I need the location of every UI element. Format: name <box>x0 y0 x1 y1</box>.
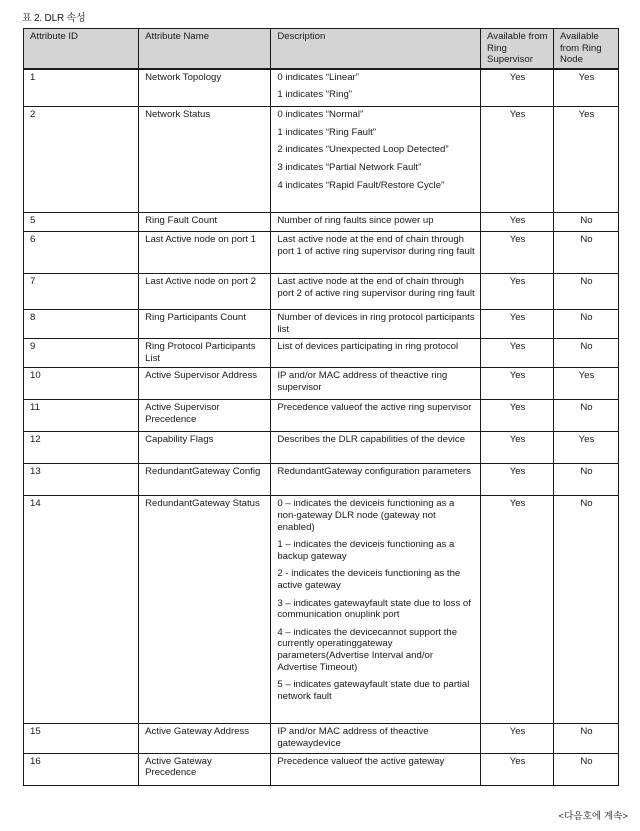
table-row <box>24 400 619 432</box>
attribute-name-cell: Active Supervisor Address <box>139 368 271 400</box>
attribute-id-cell: 7 <box>24 274 139 310</box>
node-availability-cell: No <box>553 339 618 368</box>
node-availability-cell: No <box>553 724 618 753</box>
attribute-name-cell: Capability Flags <box>139 432 271 464</box>
node-availability-cell: No <box>553 274 618 310</box>
attribute-name-cell: Network Topology <box>139 69 271 107</box>
description-cell <box>271 213 481 232</box>
description-line: Precedence valueof the active ring supervisor <box>277 402 472 414</box>
description-cell <box>271 310 481 339</box>
description-line: Number of devices in ring protocol participants list <box>277 312 475 335</box>
description-line: 2 - indicates the deviceis functioning as the active gateway <box>277 568 461 592</box>
attribute-name-cell: Network Status <box>139 107 271 213</box>
description-cell <box>271 496 481 724</box>
header-available-node: Available from Ring Node <box>553 29 618 69</box>
supervisor-availability-cell: Yes <box>481 213 554 232</box>
description-line: 1 – indicates the deviceis functioning as a backup gateway <box>277 539 455 562</box>
attribute-id-cell: 9 <box>24 339 139 368</box>
attribute-name-cell: Last Active node on port 1 <box>139 232 271 274</box>
attribute-id-cell: 12 <box>24 432 139 464</box>
node-availability-cell: Yes <box>553 432 618 464</box>
node-availability-cell: No <box>553 753 618 785</box>
description-line: IP and/or MAC address of theactive ring supervisor <box>277 370 448 394</box>
node-availability-cell: Yes <box>553 69 618 107</box>
attribute-id-cell: 15 <box>24 724 139 753</box>
table-row <box>24 496 619 724</box>
attribute-id-cell: 6 <box>24 232 139 274</box>
description-cell <box>271 368 481 400</box>
attribute-id-cell: 1 <box>24 69 139 107</box>
description-line: 4 indicates “Rapid Fault/Restore Cycle” <box>277 179 445 191</box>
description-line: 0 indicates “Linear” <box>277 71 359 83</box>
supervisor-availability-cell: Yes <box>481 274 554 310</box>
header-available-supervisor: Available from Ring Supervisor <box>481 29 554 69</box>
node-availability-cell: No <box>553 464 618 496</box>
description-cell <box>271 464 481 496</box>
supervisor-availability-cell: Yes <box>481 724 554 753</box>
attribute-id-cell: 11 <box>24 400 139 432</box>
node-availability-cell: No <box>553 496 618 724</box>
description-line: 4 – indicates the devicecannot support the currently operatinggateway parameters(Advertise Interval and/or Advertise Timeout) <box>277 626 458 673</box>
attribute-id-cell: 16 <box>24 753 139 785</box>
table-row <box>24 107 619 213</box>
supervisor-availability-cell: Yes <box>481 753 554 785</box>
node-availability-cell: No <box>553 400 618 432</box>
supervisor-availability-cell: Yes <box>481 310 554 339</box>
description-line: 0 indicates “Normal” <box>277 109 364 121</box>
attribute-name-cell: Last Active node on port 2 <box>139 274 271 310</box>
attribute-name-cell: Ring Participants Count <box>139 310 271 339</box>
header-attribute-name: Attribute Name <box>139 29 271 69</box>
attribute-name-cell: Ring Protocol Participants List <box>139 339 271 368</box>
supervisor-availability-cell: Yes <box>481 232 554 274</box>
description-line: Number of ring faults since power up <box>277 215 434 227</box>
attribute-id-cell: 14 <box>24 496 139 724</box>
attribute-name-cell: Active Gateway Address <box>139 724 271 753</box>
description-line: 3 indicates “Partial Network Fault” <box>277 162 422 174</box>
node-availability-cell: Yes <box>553 368 618 400</box>
attribute-name-cell: Active Supervisor Precedence <box>139 400 271 432</box>
node-availability-cell: No <box>553 310 618 339</box>
description-line: 1 indicates “Ring” <box>277 89 352 101</box>
supervisor-availability-cell: Yes <box>481 432 554 464</box>
description-cell <box>271 107 481 213</box>
supervisor-availability-cell: Yes <box>481 496 554 724</box>
description-line: 2 indicates “Unexpected Loop Detected” <box>277 144 449 156</box>
attribute-name-cell: RedundantGateway Config <box>139 464 271 496</box>
attribute-id-cell: 10 <box>24 368 139 400</box>
description-line: RedundantGateway configuration parameters <box>277 466 471 478</box>
node-availability-cell: No <box>553 213 618 232</box>
description-line: IP and/or MAC address of theactive gatewaydevice <box>277 726 429 750</box>
supervisor-availability-cell: Yes <box>481 464 554 496</box>
supervisor-availability-cell: Yes <box>481 69 554 107</box>
table-header-row <box>24 29 619 69</box>
description-line: Last active node at the end of chain through port 2 of active ring supervisor during ring fault <box>277 276 475 299</box>
table-row <box>24 213 619 232</box>
description-line: 5 – indicates gatewayfault state due to partial network fault <box>277 679 470 702</box>
description-line: 0 – indicates the deviceis functioning as a non-gateway DLR node (gateway not enabled) <box>277 498 455 533</box>
description-cell <box>271 69 481 107</box>
description-line: Describes the DLR capabilities of the device <box>277 434 466 446</box>
header-description: Description <box>271 29 481 69</box>
description-cell <box>271 400 481 432</box>
supervisor-availability-cell: Yes <box>481 368 554 400</box>
table-row <box>24 310 619 339</box>
description-line: List of devices participating in ring protocol <box>277 341 459 353</box>
table-row <box>24 69 619 107</box>
description-line: 1 indicates “Ring Fault” <box>277 126 376 138</box>
description-line: Precedence valueof the active gateway <box>277 755 445 767</box>
table-row <box>24 368 619 400</box>
table-body <box>24 69 619 785</box>
attribute-id-cell: 13 <box>24 464 139 496</box>
description-cell <box>271 432 481 464</box>
supervisor-availability-cell: Yes <box>481 400 554 432</box>
attribute-name-cell: Ring Fault Count <box>139 213 271 232</box>
description-line: Last active node at the end of chain through port 1 of active ring supervisor during ring fault <box>277 234 475 257</box>
table-row <box>24 339 619 368</box>
node-availability-cell: No <box>553 232 618 274</box>
description-cell <box>271 274 481 310</box>
description-cell <box>271 753 481 785</box>
attribute-id-cell: 2 <box>24 107 139 213</box>
header-attribute-id: Attribute ID <box>24 29 139 69</box>
dlr-attributes-table <box>23 28 619 786</box>
attribute-name-cell: RedundantGateway Status <box>139 496 271 724</box>
supervisor-availability-cell: Yes <box>481 339 554 368</box>
attribute-id-cell: 8 <box>24 310 139 339</box>
attribute-id-cell: 5 <box>24 213 139 232</box>
node-availability-cell: Yes <box>553 107 618 213</box>
continued-note: <다음호에 계속> <box>558 811 628 822</box>
supervisor-availability-cell: Yes <box>481 107 554 213</box>
table-row <box>24 432 619 464</box>
description-cell <box>271 724 481 753</box>
table-row <box>24 464 619 496</box>
description-cell <box>271 232 481 274</box>
description-cell <box>271 339 481 368</box>
table-row <box>24 232 619 274</box>
table-row <box>24 724 619 753</box>
table-caption: 표 2. DLR 속성 <box>22 13 86 24</box>
attribute-name-cell: Active Gateway Precedence <box>139 753 271 785</box>
table-row <box>24 753 619 785</box>
description-line: 3 – indicates gatewayfault state due to loss of communication onuplink port <box>277 597 471 621</box>
table-row <box>24 274 619 310</box>
